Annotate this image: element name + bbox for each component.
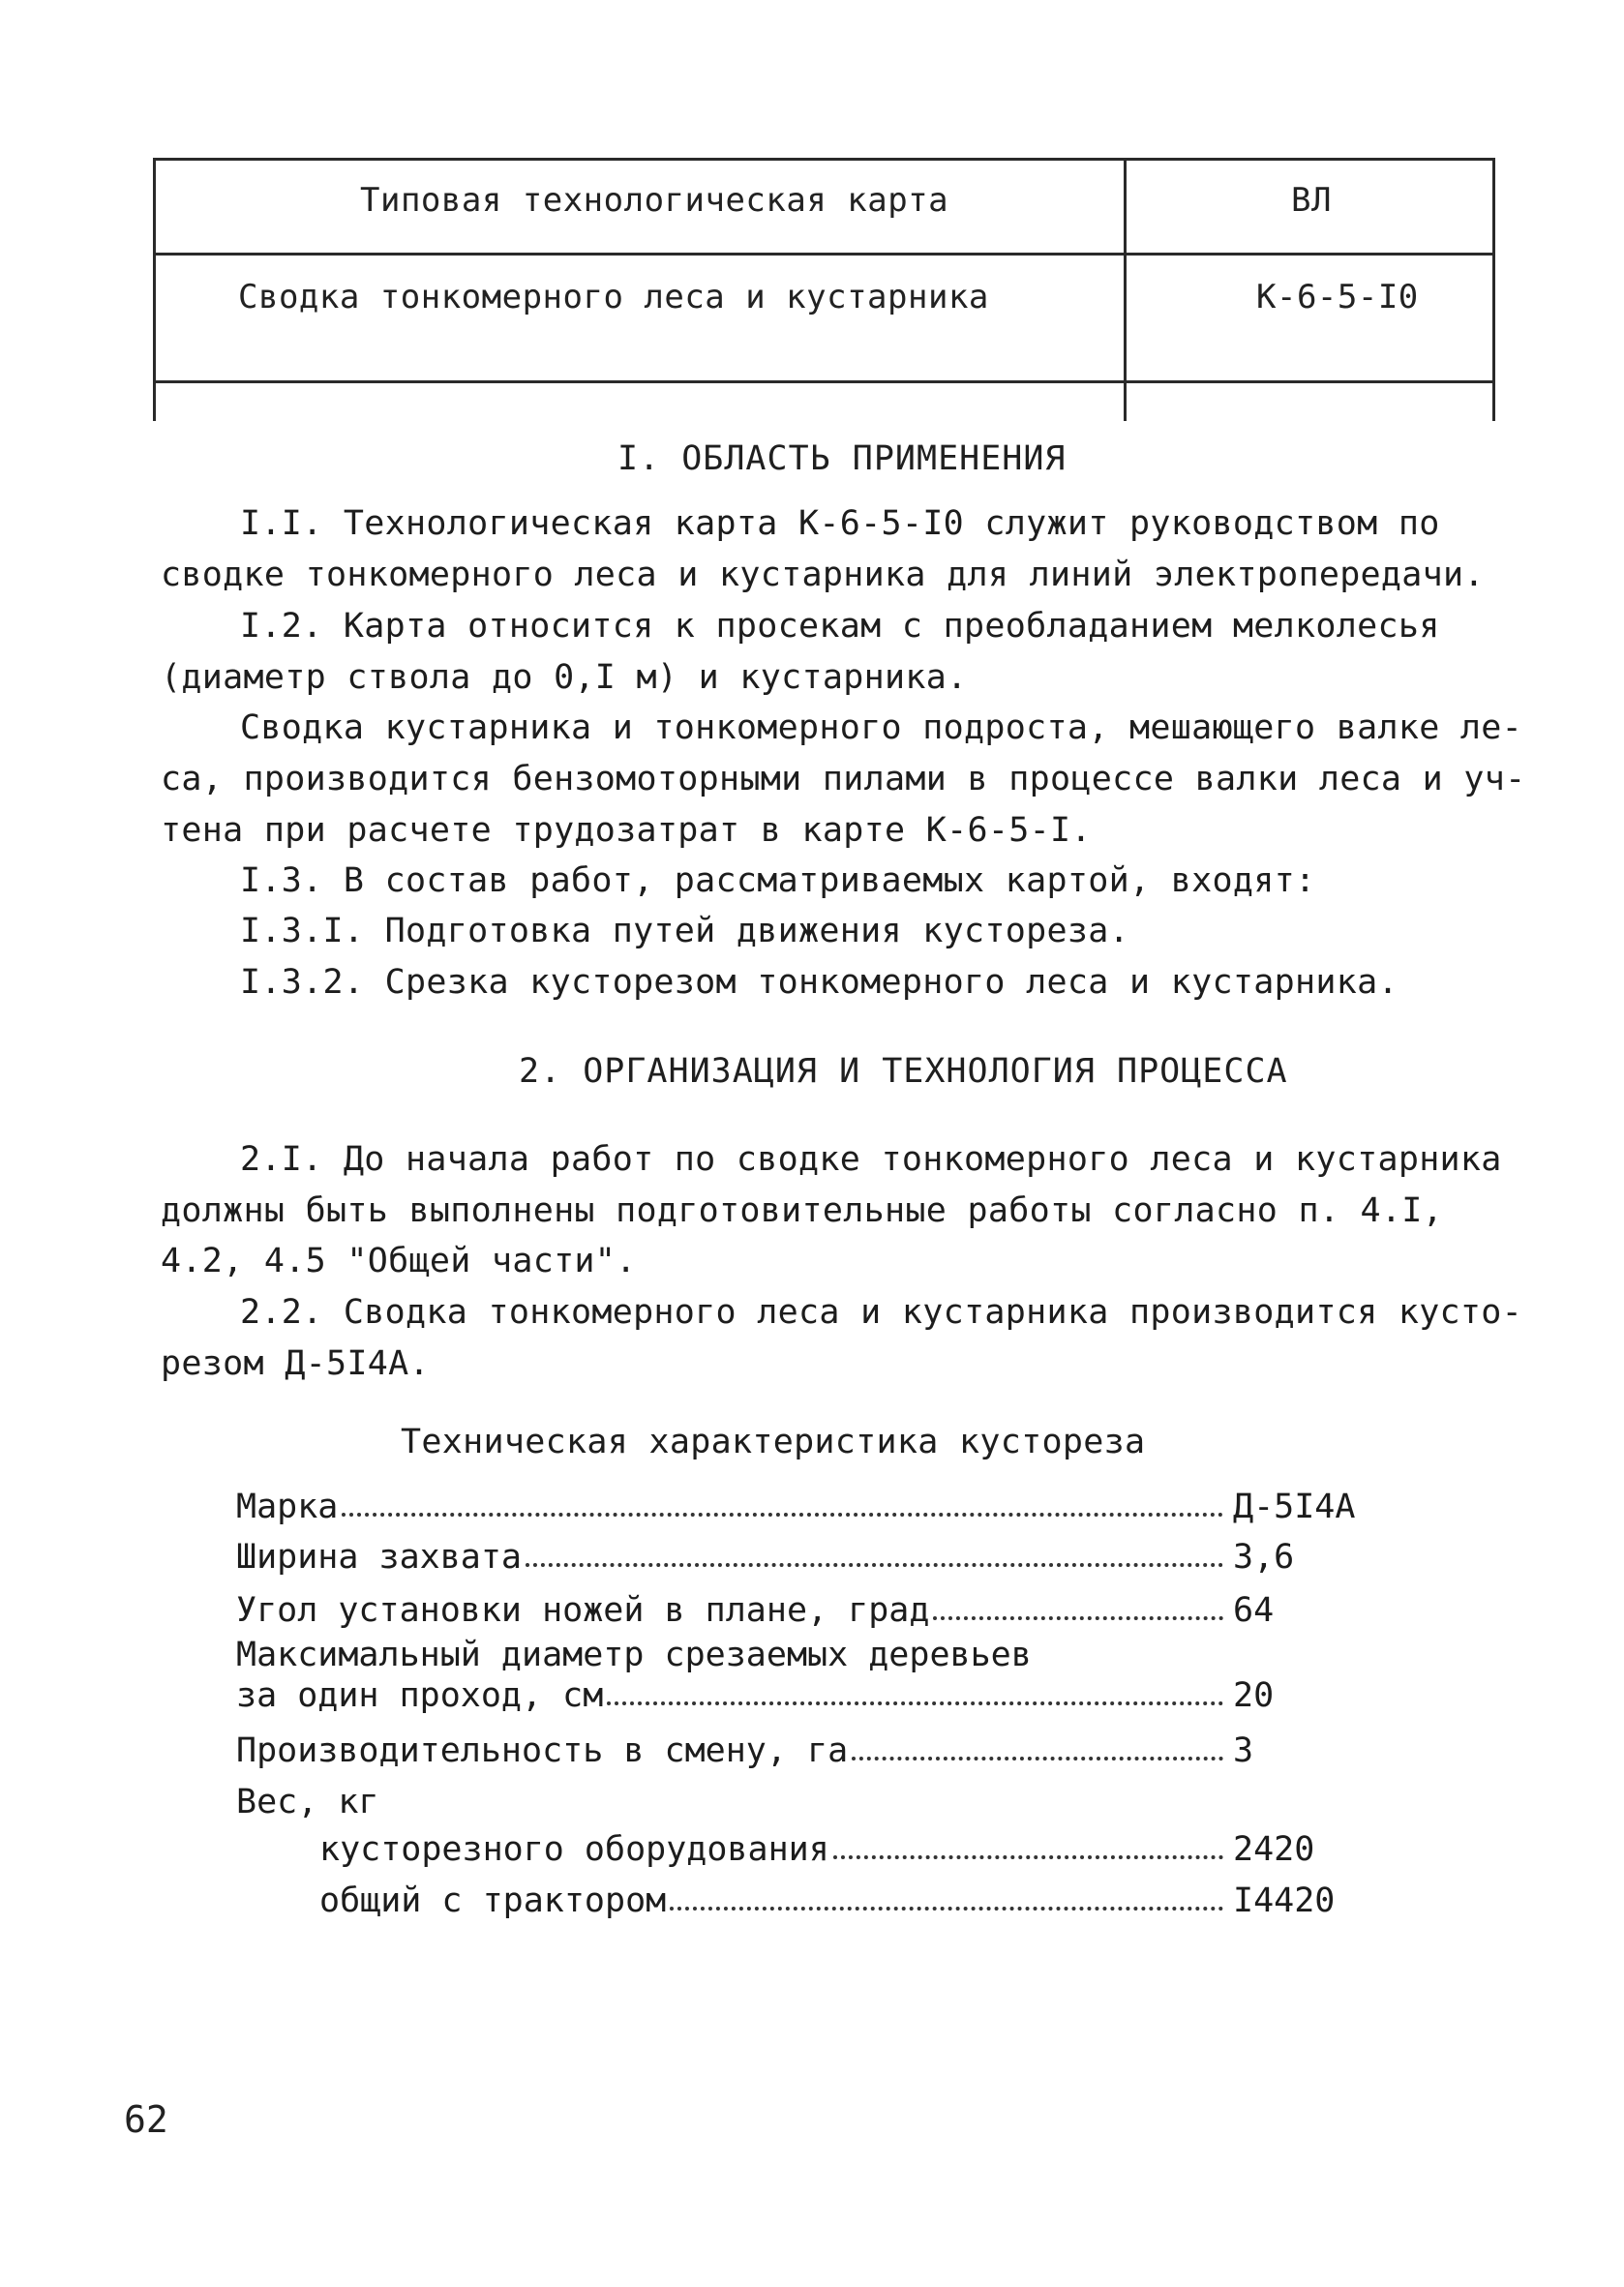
leader-dots bbox=[833, 1855, 1223, 1859]
spec-value: 64 bbox=[1233, 1591, 1275, 1630]
spec-label: Угол установки ножей в плане, град bbox=[236, 1591, 930, 1630]
paragraph-line: I.3.2. Срезка кусторезом тонкомерного леса и кустарника. bbox=[240, 963, 1398, 1002]
table-border-bottom bbox=[153, 380, 1495, 383]
paragraph-line: I.2. Карта относится к просекам с преобладанием мелколесья bbox=[240, 607, 1440, 646]
spec-row bbox=[236, 1484, 1359, 1526]
header-title: Типовая технологическая карта bbox=[360, 181, 949, 220]
leader-dots bbox=[852, 1757, 1223, 1760]
table-border-divider bbox=[1124, 158, 1127, 421]
spec-label: общий с трактором bbox=[319, 1881, 667, 1920]
header-subtitle: Сводка тонкомерного леса и кустарника bbox=[238, 278, 989, 316]
table-border-left bbox=[153, 158, 156, 421]
spec-row bbox=[236, 1779, 1359, 1821]
spec-value: I4420 bbox=[1233, 1881, 1336, 1920]
specs-title: Техническая характеристика кустореза bbox=[401, 1423, 1146, 1461]
paragraph-line: I.3. В состав работ, рассматриваемых картой, входят: bbox=[240, 861, 1316, 900]
paragraph-line: Сводка кустарника и тонкомерного подроста, мешающего валке ле- bbox=[240, 708, 1523, 747]
paragraph-line: I.I. Технологическая карта К-6-5-I0 служит руководством по bbox=[240, 504, 1440, 543]
table-border-top bbox=[153, 158, 1495, 161]
spec-row bbox=[236, 1534, 1359, 1577]
spec-label: кусторезного оборудования bbox=[319, 1830, 829, 1869]
spec-label: Максимальный диаметр срезаемых деревьев bbox=[236, 1636, 1032, 1674]
paragraph-line: (диаметр ствола до 0,I м) и кустарника. bbox=[161, 658, 968, 697]
paragraph-line: са, производится бензомоторными пилами в процессе валки леса и уч- bbox=[161, 760, 1526, 798]
paragraph-line: тена при расчете трудозатрат в карте К-6-5-I. bbox=[161, 811, 1092, 850]
spec-label: Производительность в смену, га bbox=[236, 1731, 849, 1770]
table-border-right bbox=[1492, 158, 1495, 421]
spec-value: 20 bbox=[1233, 1676, 1275, 1715]
spec-label: Вес, кг bbox=[236, 1783, 379, 1821]
paragraph-line: сводке тонкомерного леса и кустарника для линий электропередачи. bbox=[161, 556, 1485, 594]
paragraph-line: I.3.I. Подготовка путей движения кустореза. bbox=[240, 912, 1129, 950]
section-1-heading: I. ОБЛАСТЬ ПРИМЕНЕНИЯ bbox=[617, 439, 1067, 478]
section-2-heading: 2. ОРГАНИЗАЦИЯ И ТЕХНОЛОГИЯ ПРОЦЕССА bbox=[519, 1052, 1288, 1091]
header-code: ВЛ bbox=[1291, 181, 1332, 220]
leader-dots bbox=[607, 1701, 1223, 1705]
leader-dots bbox=[933, 1616, 1223, 1620]
leader-dots bbox=[526, 1563, 1223, 1567]
spec-row bbox=[236, 1672, 1359, 1715]
paragraph-line: должны быть выполнены подготовительные работы согласно п. 4.I, bbox=[161, 1191, 1444, 1230]
spec-row bbox=[236, 1587, 1359, 1630]
header-table bbox=[153, 158, 1495, 421]
spec-row bbox=[319, 1878, 1359, 1920]
paragraph-line: 4.2, 4.5 "Общей части". bbox=[161, 1242, 637, 1280]
spec-value: 3,6 bbox=[1233, 1538, 1295, 1577]
leader-dots bbox=[670, 1907, 1223, 1911]
spec-value: Д-5I4А bbox=[1233, 1488, 1356, 1526]
paragraph-line: 2.I. До начала работ по сводке тонкомерного леса и кустарника bbox=[240, 1140, 1502, 1179]
spec-row bbox=[236, 1632, 1359, 1674]
spec-label: Марка bbox=[236, 1488, 339, 1526]
spec-row bbox=[236, 1728, 1359, 1770]
leader-dots bbox=[342, 1513, 1223, 1517]
header-card-number: К-6-5-I0 bbox=[1256, 278, 1419, 316]
spec-label: за один проход, см bbox=[236, 1676, 604, 1715]
spec-row bbox=[319, 1826, 1359, 1869]
paragraph-line: резом Д-5I4А. bbox=[161, 1344, 430, 1383]
spec-label: Ширина захвата bbox=[236, 1538, 523, 1577]
table-border-middle bbox=[153, 253, 1495, 256]
paragraph-line: 2.2. Сводка тонкомерного леса и кустарника производится кусто- bbox=[240, 1293, 1523, 1332]
page-number: 62 bbox=[124, 2098, 168, 2141]
spec-value: 3 bbox=[1233, 1731, 1254, 1770]
spec-value: 2420 bbox=[1233, 1830, 1315, 1869]
